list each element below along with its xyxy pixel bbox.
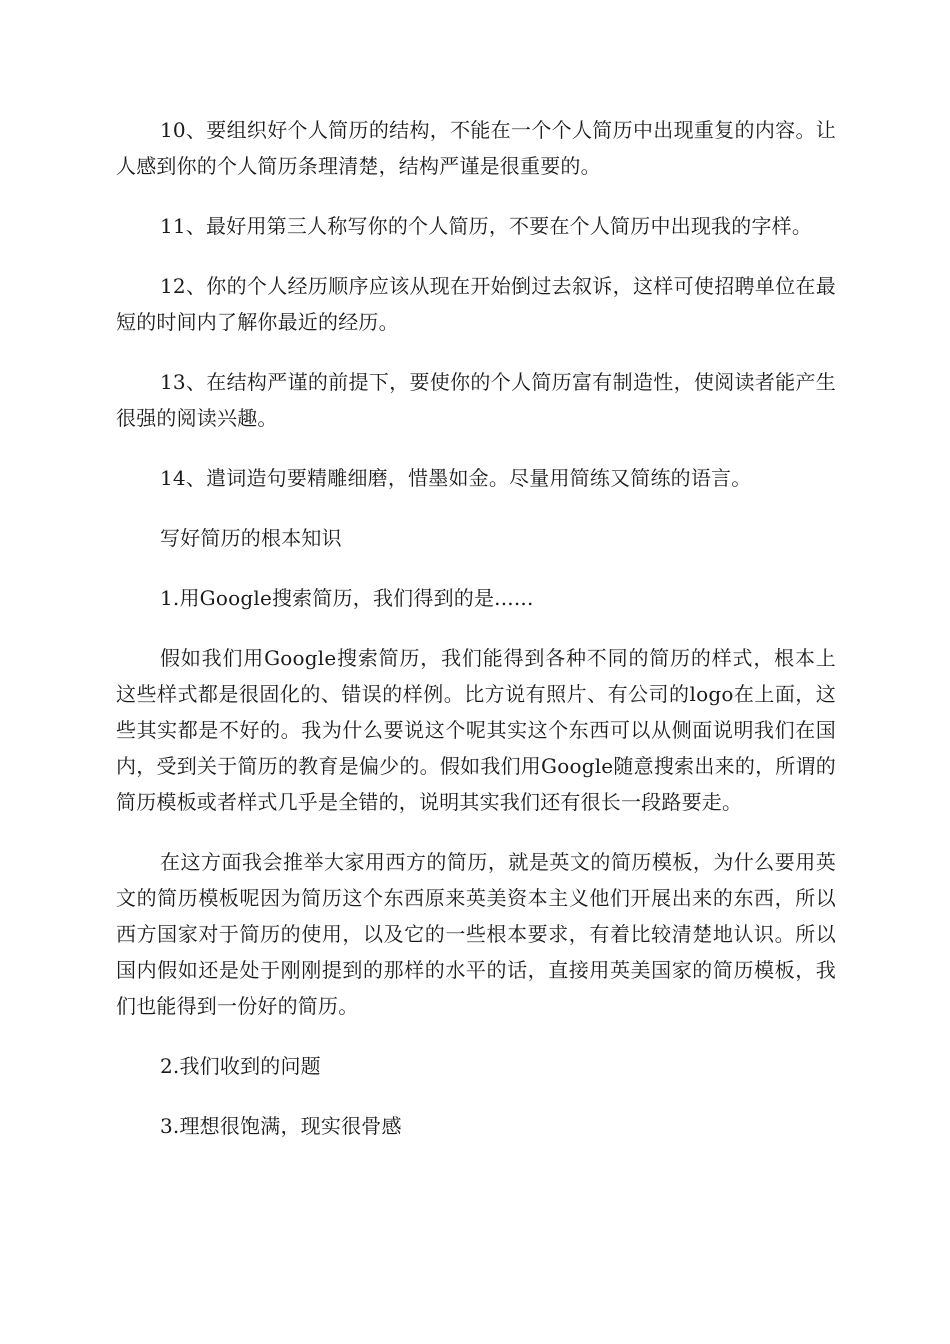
paragraph-tip-13: 13、在结构严谨的前提下，要使你的个人简历富有制造性，使阅读者能产生很强的阅读兴趣。: [116, 370, 836, 430]
paragraph-tip-11: 11、最好用第三人称写你的个人简历，不要在个人简历中出现我的字样。: [160, 214, 813, 238]
section-heading: 写好简历的根本知识: [160, 526, 342, 550]
paragraph-tip-12: 12、你的个人经历顺序应该从现在开始倒过去叙诉，这样可使招聘单位在最短的时间内了解你最近的经历。: [116, 274, 836, 334]
subheading-ideal-reality: 3.理想很饱满，现实很骨感: [160, 1114, 402, 1138]
paragraph-western-resume: 在这方面我会推举大家用西方的简历，就是英文的简历模板，为什么要用英文的简历模板呢因为简历这个东西原来英美资本主义他们开展出来的东西，所以西方国家对于简历的使用，以及它的一些根本要求，有着比较清楚地认识。所以国内假如还是处于刚刚提到的那样的水平的话，直接用英美国家的简历模板，我们也能得到一份好的简历。: [116, 850, 836, 1018]
subheading-google-search: 1.用Google搜索简历，我们得到的是......: [160, 586, 534, 610]
subheading-questions: 2.我们收到的问题: [160, 1054, 321, 1078]
paragraph-tip-10: 10、要组织好个人简历的结构，不能在一个个人简历中出现重复的内容。让人感到你的个人简历条理清楚，结构严谨是很重要的。: [116, 118, 836, 178]
paragraph-tip-14: 14、遣词造句要精雕细磨，惜墨如金。尽量用简练又简练的语言。: [160, 466, 752, 490]
paragraph-google-search: 假如我们用Google搜索简历，我们能得到各种不同的简历的样式，根本上这些样式都是很固化的、错误的样例。比方说有照片、有公司的logo在上面，这些其实都是不好的。我为什么要说这个呢其实这个东西可以从侧面说明我们在国内，受到关于简历的教育是偏少的。假如我们用Google随意搜索出来的，所谓的简历模板或者样式几乎是全错的，说明其实我们还有很长一段路要走。: [116, 646, 836, 814]
document-page: [116, 112, 836, 1168]
